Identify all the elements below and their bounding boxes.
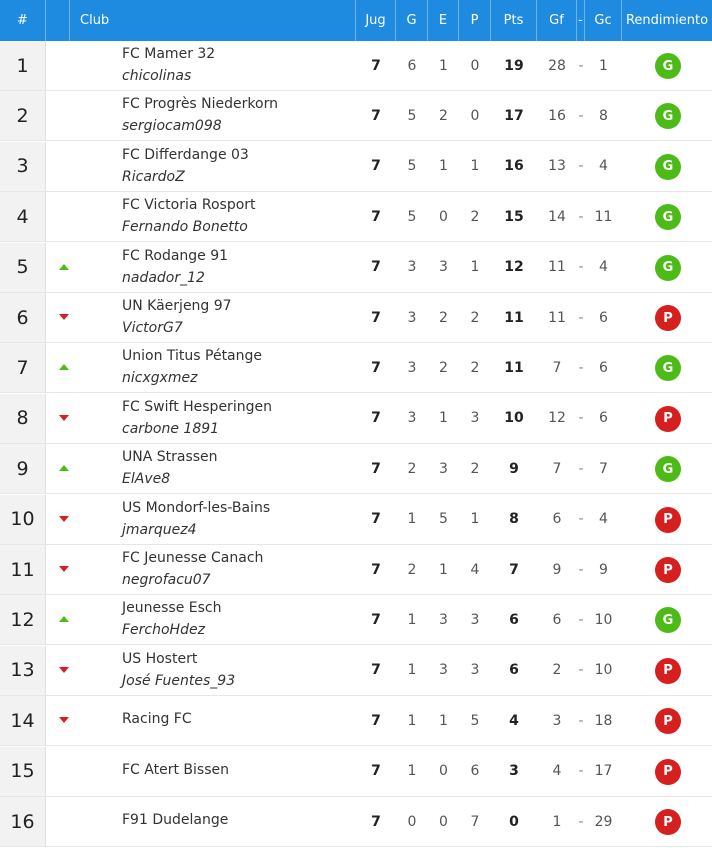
goals-against-cell: 11 [594, 208, 613, 225]
drawn-cell: 1 [439, 158, 448, 175]
table-row[interactable] [0, 444, 712, 494]
win-badge[interactable]: G [655, 456, 681, 482]
won-cell: 3 [407, 259, 417, 276]
won-cell: 5 [407, 158, 417, 175]
arrow-up-icon [59, 465, 69, 471]
club-cell[interactable] [122, 91, 352, 140]
goals-for-cell: 6 [552, 511, 562, 528]
club-name[interactable]: US Hostert [122, 650, 198, 667]
played-cell: 7 [371, 561, 381, 578]
played-cell: 7 [371, 158, 381, 175]
drawn-cell: 2 [439, 107, 448, 124]
position-cell: 4 [0, 192, 46, 241]
points-cell: 11 [504, 359, 524, 376]
goals-against-cell: 29 [594, 813, 613, 830]
club-cell[interactable] [122, 444, 352, 493]
goals-for-cell: 16 [548, 107, 566, 124]
club-manager[interactable]: nicxgxmez [122, 370, 198, 387]
lost-cell: 1 [470, 158, 480, 175]
club-cell[interactable] [122, 243, 352, 292]
arrow-up-icon [59, 264, 69, 270]
position-cell: 1 [0, 41, 46, 90]
goal-separator: - [578, 561, 584, 578]
position-cell: 3 [0, 142, 46, 191]
goals-for-cell: 9 [552, 561, 562, 578]
arrow-down-icon [59, 566, 69, 572]
position-cell: 5 [0, 243, 46, 292]
header-goals-for[interactable]: Gf [537, 0, 577, 41]
drawn-cell: 0 [439, 763, 448, 780]
table-row[interactable] [0, 394, 712, 444]
won-cell: 5 [407, 107, 417, 124]
trend-down-icon [56, 415, 72, 425]
lost-cell: 2 [470, 208, 480, 225]
played-cell: 7 [371, 107, 381, 124]
loss-badge[interactable]: P [655, 759, 681, 785]
points-cell: 4 [509, 712, 519, 729]
club-manager[interactable]: ElAve8 [122, 471, 171, 488]
club-name[interactable]: FC Progrès Niederkorn [122, 96, 278, 113]
lost-cell: 6 [470, 763, 480, 780]
points-cell: 9 [509, 460, 519, 477]
table-row[interactable] [0, 91, 712, 141]
club-manager[interactable]: negrofacu07 [122, 572, 211, 588]
position-cell: 12 [0, 595, 46, 644]
club-cell[interactable] [122, 545, 352, 594]
goal-separator: - [578, 460, 584, 477]
goal-separator: - [578, 107, 584, 124]
position-cell: 8 [0, 394, 46, 443]
points-cell: 16 [504, 158, 524, 175]
arrow-up-icon [59, 616, 69, 622]
club-manager[interactable]: jmarquez4 [122, 521, 197, 538]
club-name[interactable]: FC Differdange 03 [122, 146, 249, 163]
points-cell: 8 [509, 511, 519, 528]
loss-badge[interactable]: P [655, 507, 681, 533]
club-name[interactable]: Jeunesse Esch [122, 600, 222, 617]
position-cell: 10 [0, 495, 46, 544]
arrow-down-icon [59, 667, 69, 673]
header-position[interactable]: # [0, 0, 46, 41]
trend-down-icon [56, 717, 72, 727]
table-header [0, 0, 712, 41]
arrow-down-icon [59, 516, 69, 522]
loss-badge[interactable]: P [655, 708, 681, 734]
position-cell: 14 [0, 696, 46, 745]
drawn-cell: 0 [439, 208, 448, 225]
played-cell: 7 [371, 662, 381, 679]
goals-against-cell: 17 [594, 763, 613, 780]
won-cell: 5 [407, 208, 417, 225]
goals-against-cell: 10 [594, 662, 613, 679]
goal-separator: - [578, 712, 584, 729]
club-cell[interactable] [122, 646, 352, 695]
lost-cell: 3 [470, 611, 480, 628]
win-badge[interactable]: G [655, 255, 681, 281]
goals-against-cell: 4 [599, 511, 608, 528]
goals-against-cell: 1 [599, 57, 608, 74]
club-manager[interactable]: VictorG7 [122, 320, 183, 336]
goals-for-cell: 7 [552, 359, 562, 376]
table-row[interactable] [0, 293, 712, 343]
club-name[interactable]: FC Victoria Rosport [122, 197, 256, 214]
table-row[interactable] [0, 747, 712, 797]
lost-cell: 3 [470, 410, 480, 427]
club-cell[interactable] [122, 747, 352, 796]
table-row[interactable] [0, 192, 712, 242]
club-cell[interactable] [122, 192, 352, 241]
trend-up-icon [56, 616, 72, 626]
drawn-cell: 3 [439, 460, 448, 477]
club-manager[interactable]: Fernando Bonetto [122, 219, 248, 236]
drawn-cell: 1 [439, 712, 448, 729]
goal-separator: - [578, 611, 584, 628]
lost-cell: 2 [470, 460, 480, 477]
played-cell: 7 [371, 813, 381, 830]
won-cell: 1 [407, 511, 417, 528]
played-cell: 7 [371, 763, 381, 780]
win-badge[interactable]: G [655, 355, 681, 381]
position-cell: 13 [0, 646, 46, 695]
won-cell: 3 [407, 410, 417, 427]
points-cell: 6 [509, 611, 519, 628]
points-cell: 0 [509, 813, 519, 830]
played-cell: 7 [371, 359, 381, 376]
goals-for-cell: 14 [548, 208, 566, 225]
header-goals-against[interactable]: Gc [585, 0, 622, 41]
points-cell: 3 [509, 763, 519, 780]
club-name[interactable]: FC Jeunesse Canach [122, 550, 264, 566]
club-name[interactable]: FC Mamer 32 [122, 46, 216, 62]
lost-cell: 4 [470, 561, 480, 578]
win-badge[interactable]: G [655, 103, 681, 129]
drawn-cell: 1 [439, 561, 448, 578]
goals-against-cell: 6 [599, 359, 608, 376]
header-performance[interactable]: Rendimiento [625, 13, 709, 28]
club-name[interactable]: FC Swift Hesperingen [122, 398, 272, 415]
won-cell: 3 [407, 309, 417, 326]
goals-for-cell: 13 [548, 158, 566, 175]
table-row[interactable] [0, 243, 712, 293]
goals-for-cell: 3 [552, 712, 562, 729]
goals-for-cell: 28 [548, 57, 566, 74]
table-row[interactable] [0, 41, 712, 91]
goals-against-cell: 6 [599, 410, 608, 427]
header-separator: - [577, 0, 585, 41]
arrow-down-icon [59, 717, 69, 723]
won-cell: 1 [407, 611, 417, 628]
arrow-down-icon [59, 314, 69, 320]
goal-separator: - [578, 158, 584, 175]
table-row[interactable] [0, 646, 712, 696]
arrow-down-icon [59, 415, 69, 421]
goals-against-cell: 4 [599, 259, 608, 276]
club-cell[interactable] [122, 293, 352, 342]
lost-cell: 5 [470, 712, 480, 729]
club-name[interactable]: UNA Strassen [122, 449, 218, 466]
trend-down-icon [56, 566, 72, 576]
club-name[interactable]: F91 Dudelange [122, 812, 229, 828]
drawn-cell: 3 [439, 259, 448, 276]
club-name[interactable]: FC Rodange 91 [122, 247, 229, 264]
goals-against-cell: 7 [599, 460, 608, 477]
lost-cell: 7 [470, 813, 480, 830]
header-trend [46, 0, 70, 41]
table-row[interactable] [0, 545, 712, 595]
won-cell: 2 [407, 561, 417, 578]
goals-against-cell: 18 [594, 712, 613, 729]
club-cell[interactable] [122, 797, 352, 846]
goal-separator: - [578, 662, 584, 679]
club-cell[interactable] [122, 696, 352, 745]
goal-separator: - [578, 57, 584, 74]
loss-badge[interactable]: P [655, 557, 681, 583]
club-cell[interactable] [122, 394, 352, 443]
position-cell: 6 [0, 293, 46, 342]
points-cell: 11 [504, 309, 524, 326]
goals-for-cell: 11 [548, 259, 566, 276]
table-row[interactable] [0, 696, 712, 746]
club-manager[interactable]: sergiocam098 [122, 118, 222, 135]
goals-for-cell: 1 [552, 813, 562, 830]
club-manager[interactable]: José Fuentes_93 [122, 672, 236, 689]
goals-against-cell: 4 [599, 158, 608, 175]
table-row[interactable] [0, 595, 712, 645]
table-row[interactable] [0, 495, 712, 545]
won-cell: 1 [407, 763, 417, 780]
won-cell: 1 [407, 662, 417, 679]
club-cell[interactable] [122, 41, 352, 90]
win-badge[interactable]: G [655, 607, 681, 633]
club-manager[interactable]: nadador_12 [122, 269, 205, 286]
trend-up-icon [56, 364, 72, 374]
trend-up-icon [56, 264, 72, 274]
goals-for-cell: 11 [548, 309, 566, 326]
header-won[interactable]: G [396, 0, 428, 41]
header-club[interactable]: Club [70, 0, 356, 41]
goals-against-cell: 10 [594, 611, 613, 628]
points-cell: 19 [504, 57, 524, 74]
table-row[interactable] [0, 142, 712, 192]
drawn-cell: 2 [439, 309, 448, 326]
drawn-cell: 3 [439, 662, 448, 679]
goal-separator: - [578, 359, 584, 376]
trend-down-icon [56, 314, 72, 324]
club-name[interactable]: UN Käerjeng 97 [122, 298, 232, 314]
goal-separator: - [578, 410, 584, 427]
points-cell: 12 [504, 259, 524, 276]
loss-badge[interactable]: P [655, 658, 681, 684]
points-cell: 17 [504, 107, 524, 124]
trend-down-icon [56, 667, 72, 677]
goals-for-cell: 6 [552, 611, 562, 628]
lost-cell: 2 [470, 359, 480, 376]
played-cell: 7 [371, 712, 381, 729]
goals-for-cell: 2 [552, 662, 562, 679]
goal-separator: - [578, 208, 584, 225]
played-cell: 7 [371, 57, 381, 74]
position-cell: 16 [0, 797, 46, 846]
goals-for-cell: 12 [548, 410, 566, 427]
goal-separator: - [578, 813, 584, 830]
points-cell: 7 [509, 561, 519, 578]
trend-down-icon [56, 516, 72, 526]
points-cell: 6 [509, 662, 519, 679]
goals-against-cell: 8 [599, 107, 608, 124]
played-cell: 7 [371, 611, 381, 628]
won-cell: 2 [407, 460, 417, 477]
played-cell: 7 [371, 410, 381, 427]
points-cell: 15 [504, 208, 524, 225]
played-cell: 7 [371, 259, 381, 276]
club-name[interactable]: Union Titus Pétange [122, 348, 263, 365]
position-cell: 7 [0, 343, 46, 392]
club-cell[interactable] [122, 595, 352, 644]
lost-cell: 0 [470, 107, 480, 124]
won-cell: 3 [407, 359, 417, 376]
lost-cell: 1 [470, 511, 480, 528]
goals-against-cell: 9 [599, 561, 608, 578]
club-name[interactable]: US Mondorf-les-Bains [122, 499, 271, 516]
lost-cell: 1 [470, 259, 480, 276]
position-cell: 11 [0, 545, 46, 594]
drawn-cell: 5 [439, 511, 448, 528]
goal-separator: - [578, 259, 584, 276]
club-name[interactable]: Racing FC [122, 711, 192, 728]
won-cell: 0 [407, 813, 417, 830]
position-cell: 15 [0, 747, 46, 796]
trend-up-icon [56, 465, 72, 475]
goals-against-cell: 6 [599, 309, 608, 326]
win-badge[interactable]: G [655, 53, 681, 79]
lost-cell: 0 [470, 57, 480, 74]
drawn-cell: 1 [439, 410, 448, 427]
won-cell: 1 [407, 712, 417, 729]
played-cell: 7 [371, 309, 381, 326]
club-cell[interactable] [122, 495, 352, 544]
club-manager[interactable]: carbone 1891 [122, 420, 220, 437]
header-drawn[interactable]: E [428, 0, 459, 41]
drawn-cell: 2 [439, 359, 448, 376]
played-cell: 7 [371, 511, 381, 528]
position-cell: 2 [0, 91, 46, 140]
goal-separator: - [578, 309, 584, 326]
club-cell[interactable] [122, 142, 352, 191]
loss-badge[interactable]: P [655, 406, 681, 432]
club-cell[interactable] [122, 343, 352, 392]
points-cell: 10 [504, 410, 524, 427]
goals-for-cell: 4 [552, 763, 562, 780]
table-row[interactable] [0, 797, 712, 847]
drawn-cell: 0 [439, 813, 448, 830]
header-points[interactable]: Pts [491, 0, 537, 41]
header-lost[interactable]: P [459, 0, 491, 41]
goals-for-cell: 7 [552, 460, 562, 477]
drawn-cell: 1 [439, 57, 448, 74]
win-badge[interactable]: G [655, 154, 681, 180]
win-badge[interactable]: G [655, 204, 681, 230]
loss-badge[interactable]: P [655, 305, 681, 331]
won-cell: 6 [407, 57, 417, 74]
table-row[interactable] [0, 343, 712, 393]
header-played[interactable]: Jug [356, 0, 396, 41]
goal-separator: - [578, 511, 584, 528]
club-manager[interactable]: RicardoZ [122, 168, 185, 185]
club-manager[interactable]: chicolinas [122, 68, 192, 84]
lost-cell: 2 [470, 309, 480, 326]
loss-badge[interactable]: P [655, 809, 681, 835]
club-name[interactable]: FC Atert Bissen [122, 761, 229, 778]
position-cell: 9 [0, 444, 46, 493]
club-manager[interactable]: FerchoHdez [122, 622, 205, 639]
lost-cell: 3 [470, 662, 480, 679]
goal-separator: - [578, 763, 584, 780]
played-cell: 7 [371, 460, 381, 477]
played-cell: 7 [371, 208, 381, 225]
arrow-up-icon [59, 364, 69, 370]
drawn-cell: 3 [439, 611, 448, 628]
